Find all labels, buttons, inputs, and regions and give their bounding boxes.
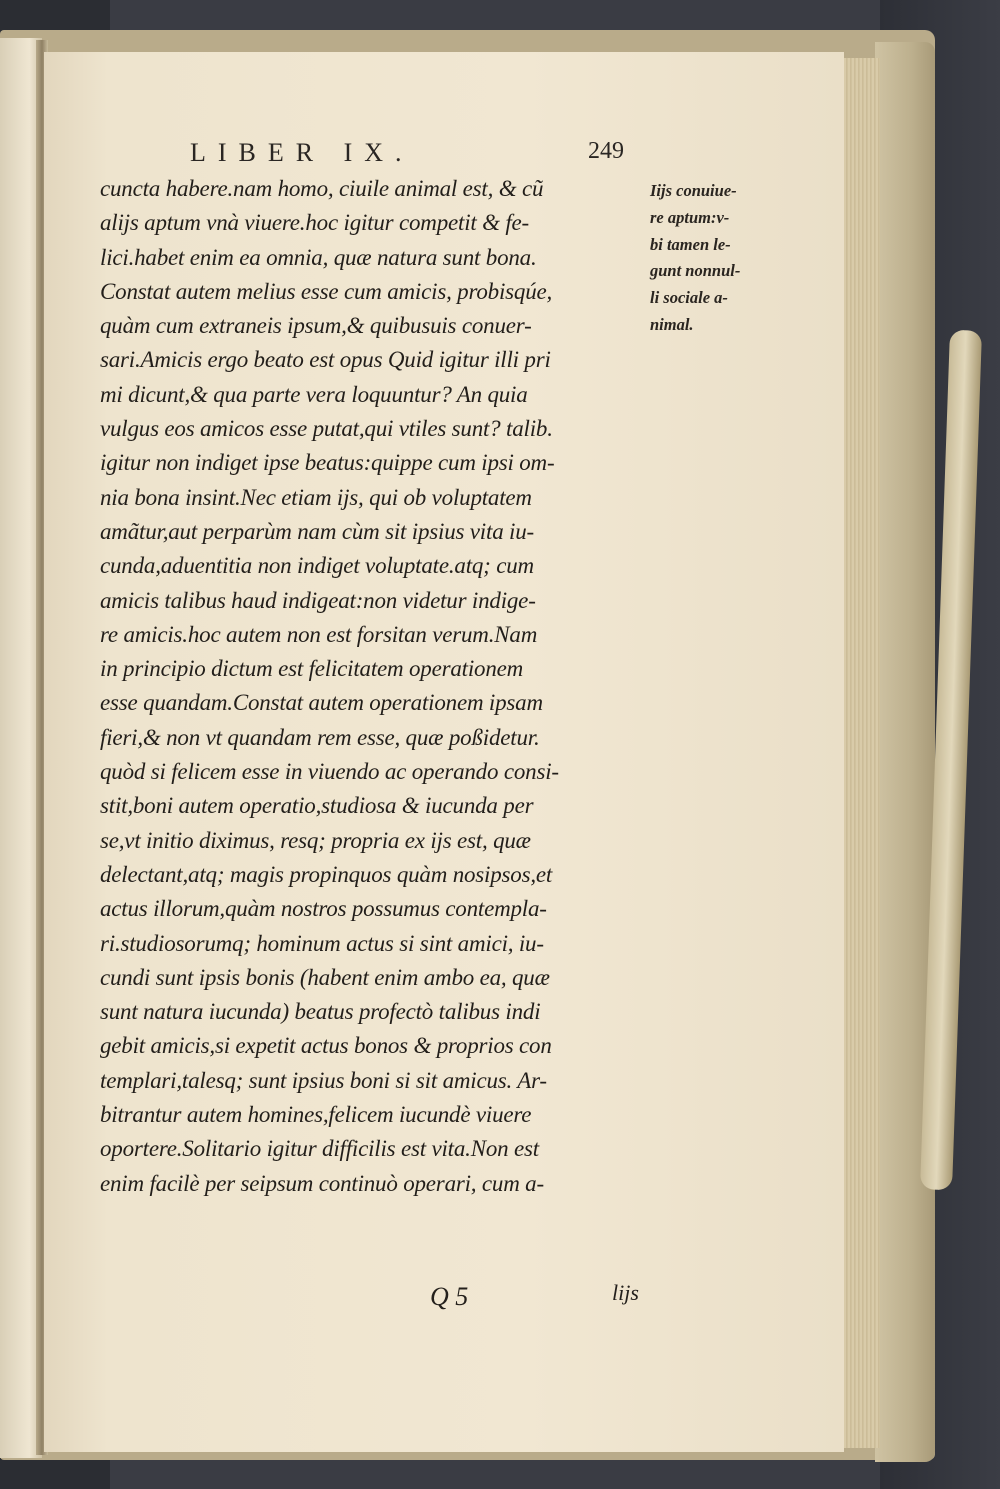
text-line: Constat autem melius esse cum amicis, probisqúe, [100,278,553,304]
text-line: oportere.Solitario igitur difficilis est vita.Non est [100,1136,539,1162]
margin-note-line: bi tamen le- [650,234,731,254]
page-number: 249 [588,138,624,164]
text-line: amicis talibus haud indigeat:non videtur indige- [100,587,536,613]
text-line: nia bona insint.Nec etiam ijs, qui ob voluptatem [100,484,532,510]
text-line: in principio dictum est felicitatem operationem [100,656,524,682]
vellum-cover [875,42,935,1462]
text-line: ri.studiosorumq; hominum actus si sint amici, iu- [100,930,544,956]
text-line: fieri,& non vt quandam rem esse, quæ poßidetur. [100,724,540,750]
text-line: cundi sunt ipsis bonis (habent enim ambo ea, quæ [100,964,550,990]
signature-mark: Q 5 [430,1282,469,1311]
text-line: stit,boni autem operatio,studiosa & iucunda per [100,793,534,819]
text-line: delectant,atq; magis propinquos quàm nosipsos,et [100,861,553,887]
margin-note-line: Iijs conuiue- [650,181,737,200]
text-line: enim facilè per seipsum continuò operari, cum a- [100,1170,544,1196]
main-text-block [100,172,660,1201]
text-line: sunt natura iucunda) beatus profectò talibus indi [100,999,541,1025]
text-line: re amicis.hoc autem non est forsitan verum.Nam [100,621,538,647]
margin-note [650,178,780,339]
text-line: quòd si felicem esse in viuendo ac operando consi- [100,759,559,785]
text-line: amãtur,aut perparùm nam cùm sit ipsius vita iu- [100,518,534,544]
text-line: quàm cum extraneis ipsum,& quibusuis conuer- [100,313,532,339]
margin-note-line: nimal. [650,314,694,334]
text-line: templari,talesq; sunt ipsius boni si sit amicus. Ar- [100,1067,547,1093]
text-line: gebit amicis,si expetit actus bonos & proprios con [100,1033,552,1059]
text-line: mi dicunt,& qua parte vera loquuntur? An quia [100,381,528,407]
running-head: LIBER IX. [190,138,414,167]
text-line: cunda,aduentitia non indiget voluptate.atq; cum [100,553,534,579]
margin-note-line: re aptum:v- [650,207,730,227]
margin-note-line: gunt nonnul- [650,261,741,281]
catchword: lijs [612,1280,639,1305]
page-fore-edge [840,58,880,1448]
text-line: cuncta habere.nam homo, ciuile animal est, & cũ [100,176,544,201]
text-line: igitur non indiget ipse beatus:quippe cum ipsi om- [100,450,555,476]
text-line: lici.habet enim ea omnia, quæ natura sunt bona. [100,244,537,270]
text-line: esse quandam.Constat autem operationem ipsam [100,690,543,716]
text-line: se,vt initio diximus, resq; propria ex ijs est, quæ [100,827,531,853]
text-line: sari.Amicis ergo beato est opus Quid igitur illi pri [100,347,551,373]
text-line: actus illorum,quàm nostros possumus contempla- [100,896,547,922]
margin-note-line: li sociale a- [650,288,728,308]
text-line: bitrantur autem homines,felicem iucundè viuere [100,1102,532,1128]
text-line: vulgus eos amicos esse putat,qui vtiles sunt? talib. [100,416,553,442]
text-line: alijs aptum vnà viuere.hoc igitur competit & fe- [100,210,530,236]
